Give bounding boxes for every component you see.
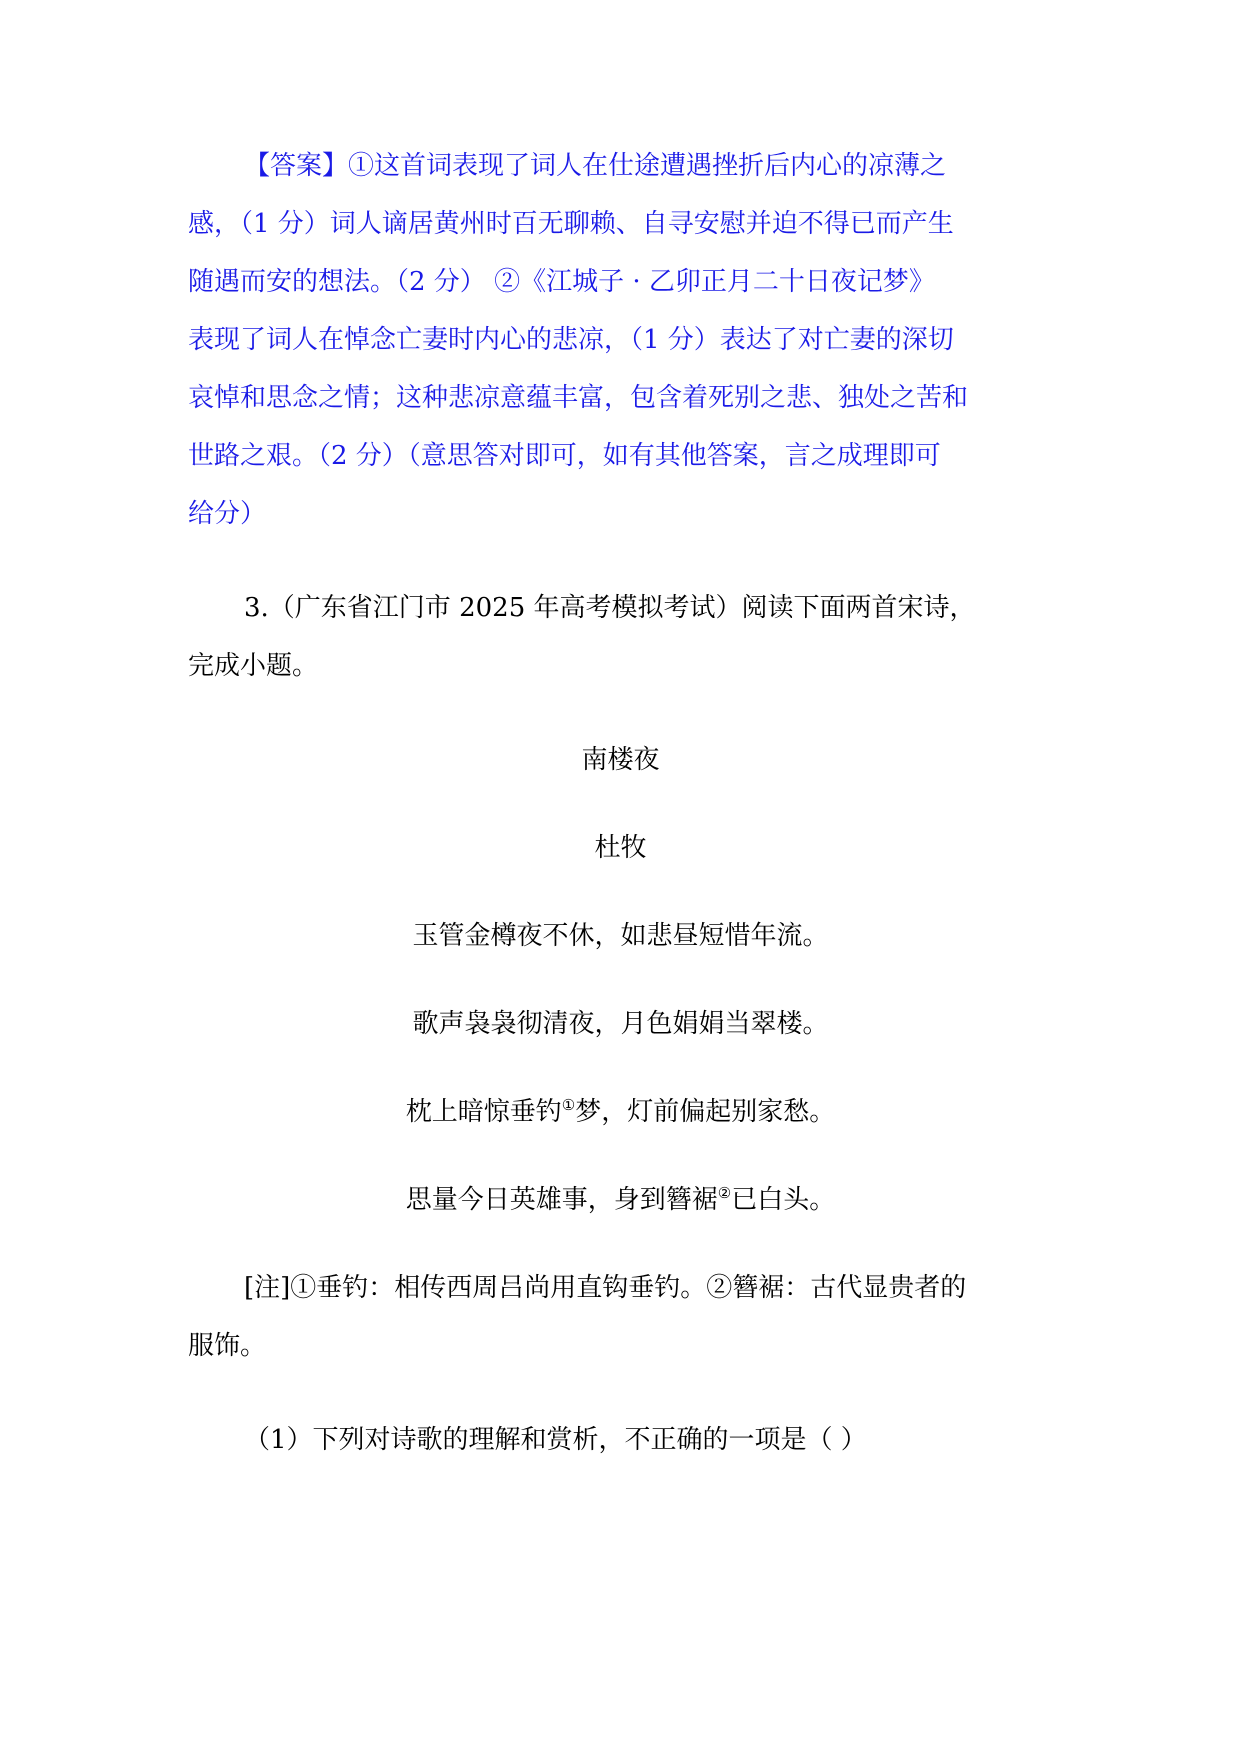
footnote-marker-2: ② — [717, 1184, 732, 1202]
subquestion-1: （1）下列对诗歌的理解和赏析，不正确的一项是（ ） — [244, 1425, 867, 1455]
poem-line-4 — [0, 1182, 1241, 1218]
notes-line-1: [注]①垂钓：相传西周吕尚用直钩垂钓。②簪裾：古代显贵者的 — [244, 1273, 967, 1303]
poem-author: 杜牧 — [594, 833, 647, 863]
poem-line-3-part-b: 梦，灯前偏起别家愁。 — [575, 1097, 836, 1127]
poem-title: 南楼夜 — [581, 745, 660, 775]
answer-line-5: 哀悼和思念之情；这种悲凉意蕴丰富，包含着死别之悲、独处之苦和 — [188, 383, 969, 413]
poem-line-4-part-b: 已白头。 — [731, 1185, 836, 1215]
footnote-marker-1: ① — [561, 1096, 576, 1114]
answer-line-4: 表现了词人在悼念亡妻时内心的悲凉，（1 分）表达了对亡妻的深切 — [188, 325, 954, 355]
answer-line-7: 给分） — [188, 499, 267, 529]
poem-line-1: 玉管金樽夜不休，如悲昼短惜年流。 — [412, 921, 829, 951]
poem-line-2: 歌声袅袅彻清夜，月色娟娟当翠楼。 — [412, 1009, 829, 1039]
poem-line-3-part-a: 枕上暗惊垂钓 — [405, 1097, 562, 1127]
answer-line-1: 【答案】①这首词表现了词人在仕途遭遇挫折后内心的凉薄之 — [244, 151, 947, 181]
question-intro-line-2: 完成小题。 — [188, 651, 319, 681]
notes-line-2: 服饰。 — [188, 1331, 267, 1361]
answer-line-2: 感，（1 分）词人谪居黄州时百无聊赖、自寻安慰并迫不得已而产生 — [188, 209, 954, 239]
answer-line-6: 世路之艰。（2 分）（意思答对即可，如有其他答案，言之成理即可 — [188, 441, 941, 471]
poem-line-3 — [0, 1094, 1241, 1130]
answer-line-3: 随遇而安的想法。（2 分） ②《江城子 · 乙卯正月二十日夜记梦》 — [188, 267, 935, 297]
poem-line-4-part-a: 思量今日英雄事，身到簪裾 — [405, 1185, 718, 1215]
question-intro-line-1: 3.（广东省江门市 2025 年高考模拟考试）阅读下面两首宋诗， — [244, 593, 976, 623]
